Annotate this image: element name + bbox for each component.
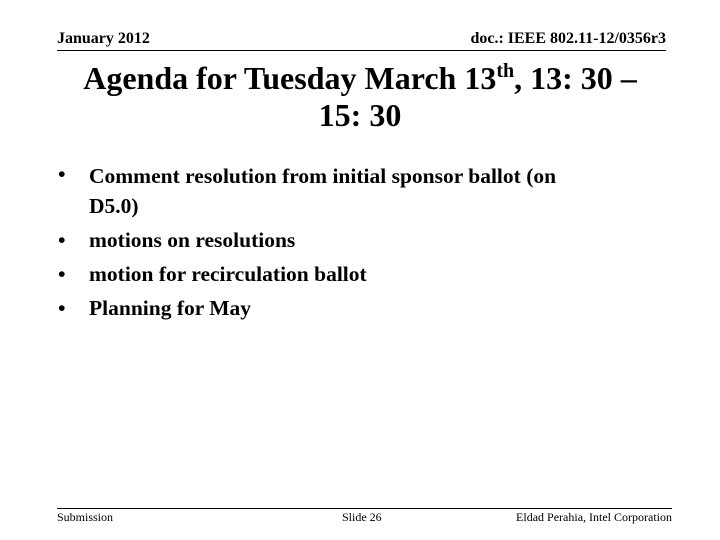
agenda-item-planning — [58, 291, 658, 325]
agenda-item-text: motion for recirculation ballot — [89, 262, 367, 286]
header-doc-id: doc.: IEEE 802.11-12/0356r3 — [470, 30, 666, 47]
agenda-item-text-continued: D5.0) — [89, 194, 139, 218]
agenda-item-text: Planning for May — [89, 296, 252, 320]
slide-title-line2: 15: 30 — [318, 97, 402, 133]
agenda-item-comment-resolution — [58, 159, 658, 223]
header-divider — [57, 50, 666, 51]
bullet-icon: • — [58, 228, 66, 252]
slide-title-main: Agenda for Tuesday March 13 — [83, 60, 497, 96]
bullet-icon: • — [58, 162, 66, 186]
bullet-icon: • — [58, 262, 66, 286]
footer-divider — [57, 508, 672, 509]
slide-title-superscript: th — [496, 60, 515, 82]
agenda-item-text: Comment resolution from initial sponsor ballot (on — [89, 164, 557, 188]
bullet-icon: • — [58, 296, 66, 320]
agenda-list — [58, 159, 658, 325]
footer-submission: Submission — [57, 510, 114, 524]
header-date: January 2012 — [57, 30, 150, 47]
agenda-item-recirculation — [58, 257, 658, 291]
footer-slide-number: Slide 26 — [342, 510, 382, 524]
agenda-item-motions — [58, 223, 658, 257]
slide-title-rest: , 13: 30 – — [514, 60, 637, 96]
slide-title — [60, 60, 660, 134]
footer-author: Eldad Perahia, Intel Corporation — [516, 510, 672, 524]
agenda-item-text: motions on resolutions — [89, 228, 296, 252]
